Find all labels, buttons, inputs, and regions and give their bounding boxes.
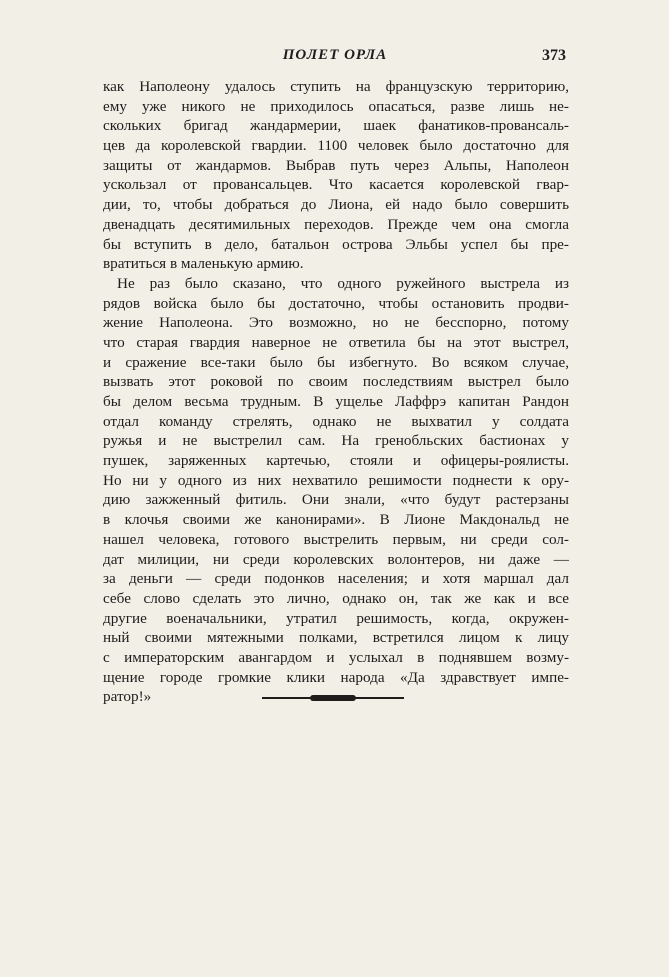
text-line: ратор!» [103,688,152,706]
text-line: отдал команду стрелять, однако не выхватил у солдата [103,412,569,430]
text-line: щение городе громкие клики народа «Да здравствует импе- [103,668,569,686]
text-line: защиты от жандармов. Выбрав путь через Альпы, Наполеон [103,156,569,174]
text-line: и сражение все-таки было бы избегнуто. Во всяком случае, [103,353,569,371]
text-line: как Наполеону удалось ступить на французскую территорию, [103,78,569,95]
text-line: дат милиции, ни среди королевских волонтеров, ни даже — [103,550,569,568]
text-line: дию зажженный фитиль. Они знали, «что будут растерзаны [103,491,569,509]
text-line: ускользал от провансальцев. Что касается королевской гвар- [103,176,569,194]
body-text [103,77,569,707]
paragraph-2 [103,274,569,707]
text-line: пушек, заряженных картечью, стояли и офицеры-роялисты. [103,452,569,470]
text-line: вратиться в маленькую армию. [103,255,304,273]
text-line: за деньги — среди подонков населения; и хотя маршал дал [103,570,569,588]
text-line: ружья и не выстрелил сам. На гренобльских бастионах у [103,432,569,450]
text-line: двенадцать десятимильных переходов. Прежде чем она смогла [103,215,569,233]
text-line: другие военачальники, утратил решимость, когда, окружен- [103,609,569,627]
text-line: Но ни у одного из них нехватило решимости поднести к ору- [103,471,569,489]
text-line: скольких бригад жандармерии, шаек фанатиков-провансаль- [103,117,569,135]
text-line: что старая гвардия наверное не ответила бы на этот выстрел, [103,333,569,351]
chapter-title: ПОЛЕТ ОРЛА [282,47,388,63]
text-line: дии, то, чтобы добраться до Лиона, ей надо было совершить [103,196,569,214]
page-number: 373 [542,47,566,64]
text-line: бы вступить в дело, батальон острова Эльбы успел бы пре- [103,235,569,253]
text-line: жение Наполеона. Это возможно, но не бесспорно, потому [103,314,569,332]
text-line: себе слово сделать это лично, однако он, так же как и все [103,589,569,607]
text-line: Не раз было сказано, что одного ружейного выстрела из [117,274,569,292]
ornament-center-bar [310,695,356,701]
text-line: в клочья своими же канонирами». В Лионе Макдональд не [103,511,569,529]
text-line: цев да королевской гвардии. 1100 человек было достаточно для [103,137,569,155]
paragraph-1 [103,77,569,274]
text-line: вызвать этот роковой по своим последствиям выстрел было [103,373,569,391]
text-line: бы делом весьма трудным. В ущелье Лаффрэ капитан Рандон [103,393,569,410]
running-head [104,47,566,69]
text-line: рядов войска было бы достаточно, чтобы остановить продви- [103,294,569,312]
text-line: нашел человека, готового выстрелить первым, ни среди сол- [103,530,569,548]
text-line: ему уже никого не приходилось опасаться, разве лишь не- [103,97,569,115]
section-end-ornament [262,695,404,701]
text-line: ный своими мятежными полками, встретился лицом к лицу [103,629,569,647]
text-line: с императорским авангардом и услыхал в поднявшем возму- [103,648,569,666]
